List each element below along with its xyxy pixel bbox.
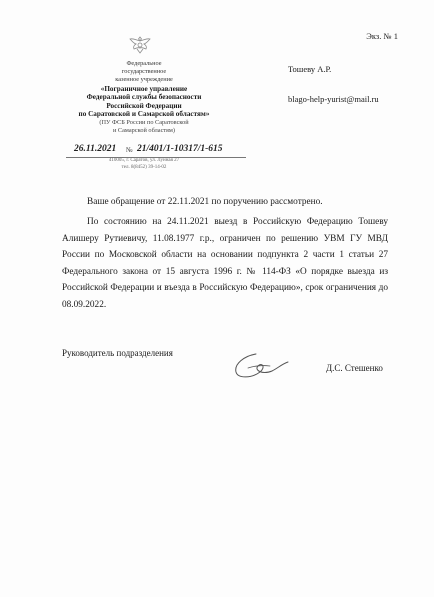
sender-line: «Пограничное управление <box>100 84 188 93</box>
signatory-title: Руководитель подразделения <box>62 348 173 358</box>
registration-number: 21/401/1-10317/1-615 <box>137 144 223 154</box>
copy-number: Экз. № 1 <box>366 31 398 41</box>
address-line: 410005, г. Саратов, ул. Лунная 27 <box>108 158 180 163</box>
signatory-name: Д.С. Стешенко <box>326 363 383 373</box>
sender-line: (ПУ ФСБ России по Саратовской <box>99 118 189 126</box>
recipient-name: Тошеву А.Р. <box>288 64 332 74</box>
sender-line: Федеральной службы безопасности <box>86 93 202 102</box>
registration-date: 26.11.2021 <box>74 144 117 154</box>
body-paragraph-1: Ваше обращение от 22.11.2021 по поручению рассмотрено. <box>87 197 323 207</box>
sender-line: Федеральное <box>126 60 162 67</box>
emblem-icon <box>127 34 153 56</box>
body-paragraph-2: По состоянию на 24.11.2021 выезд в Российскую Федерацию Тошеву Алишеру Рутиевичу, 11.08.1977 г.р., ограничен по решению УВМ ГУ МВД России по Московской области на основании подпункта 2 части 1 статьи 27 Федерального закона от 15 августа 1996 г. № 114-ФЗ «О порядке выезда из Российской Федерации и въезда в Российскую Федерацию», срок ограничения до 08.09.2022. <box>62 217 388 310</box>
recipient-email: blago-help-yurist@mail.ru <box>288 94 379 104</box>
address-line: тел. 8(8452) 39-14-02 <box>121 164 167 170</box>
sender-line: Российской Федерации <box>106 101 182 110</box>
sender-line: государственное <box>121 68 167 76</box>
sender-line: казенное учреждение <box>115 76 173 84</box>
registration-line <box>52 144 252 158</box>
sender-line: и Самарской областям) <box>112 127 176 135</box>
registration-number-label: № <box>126 146 133 154</box>
sender-block <box>44 60 244 135</box>
sender-line: по Саратовской и Самарской областям» <box>78 110 210 119</box>
handwritten-signature <box>226 348 296 382</box>
sender-address <box>44 158 244 171</box>
